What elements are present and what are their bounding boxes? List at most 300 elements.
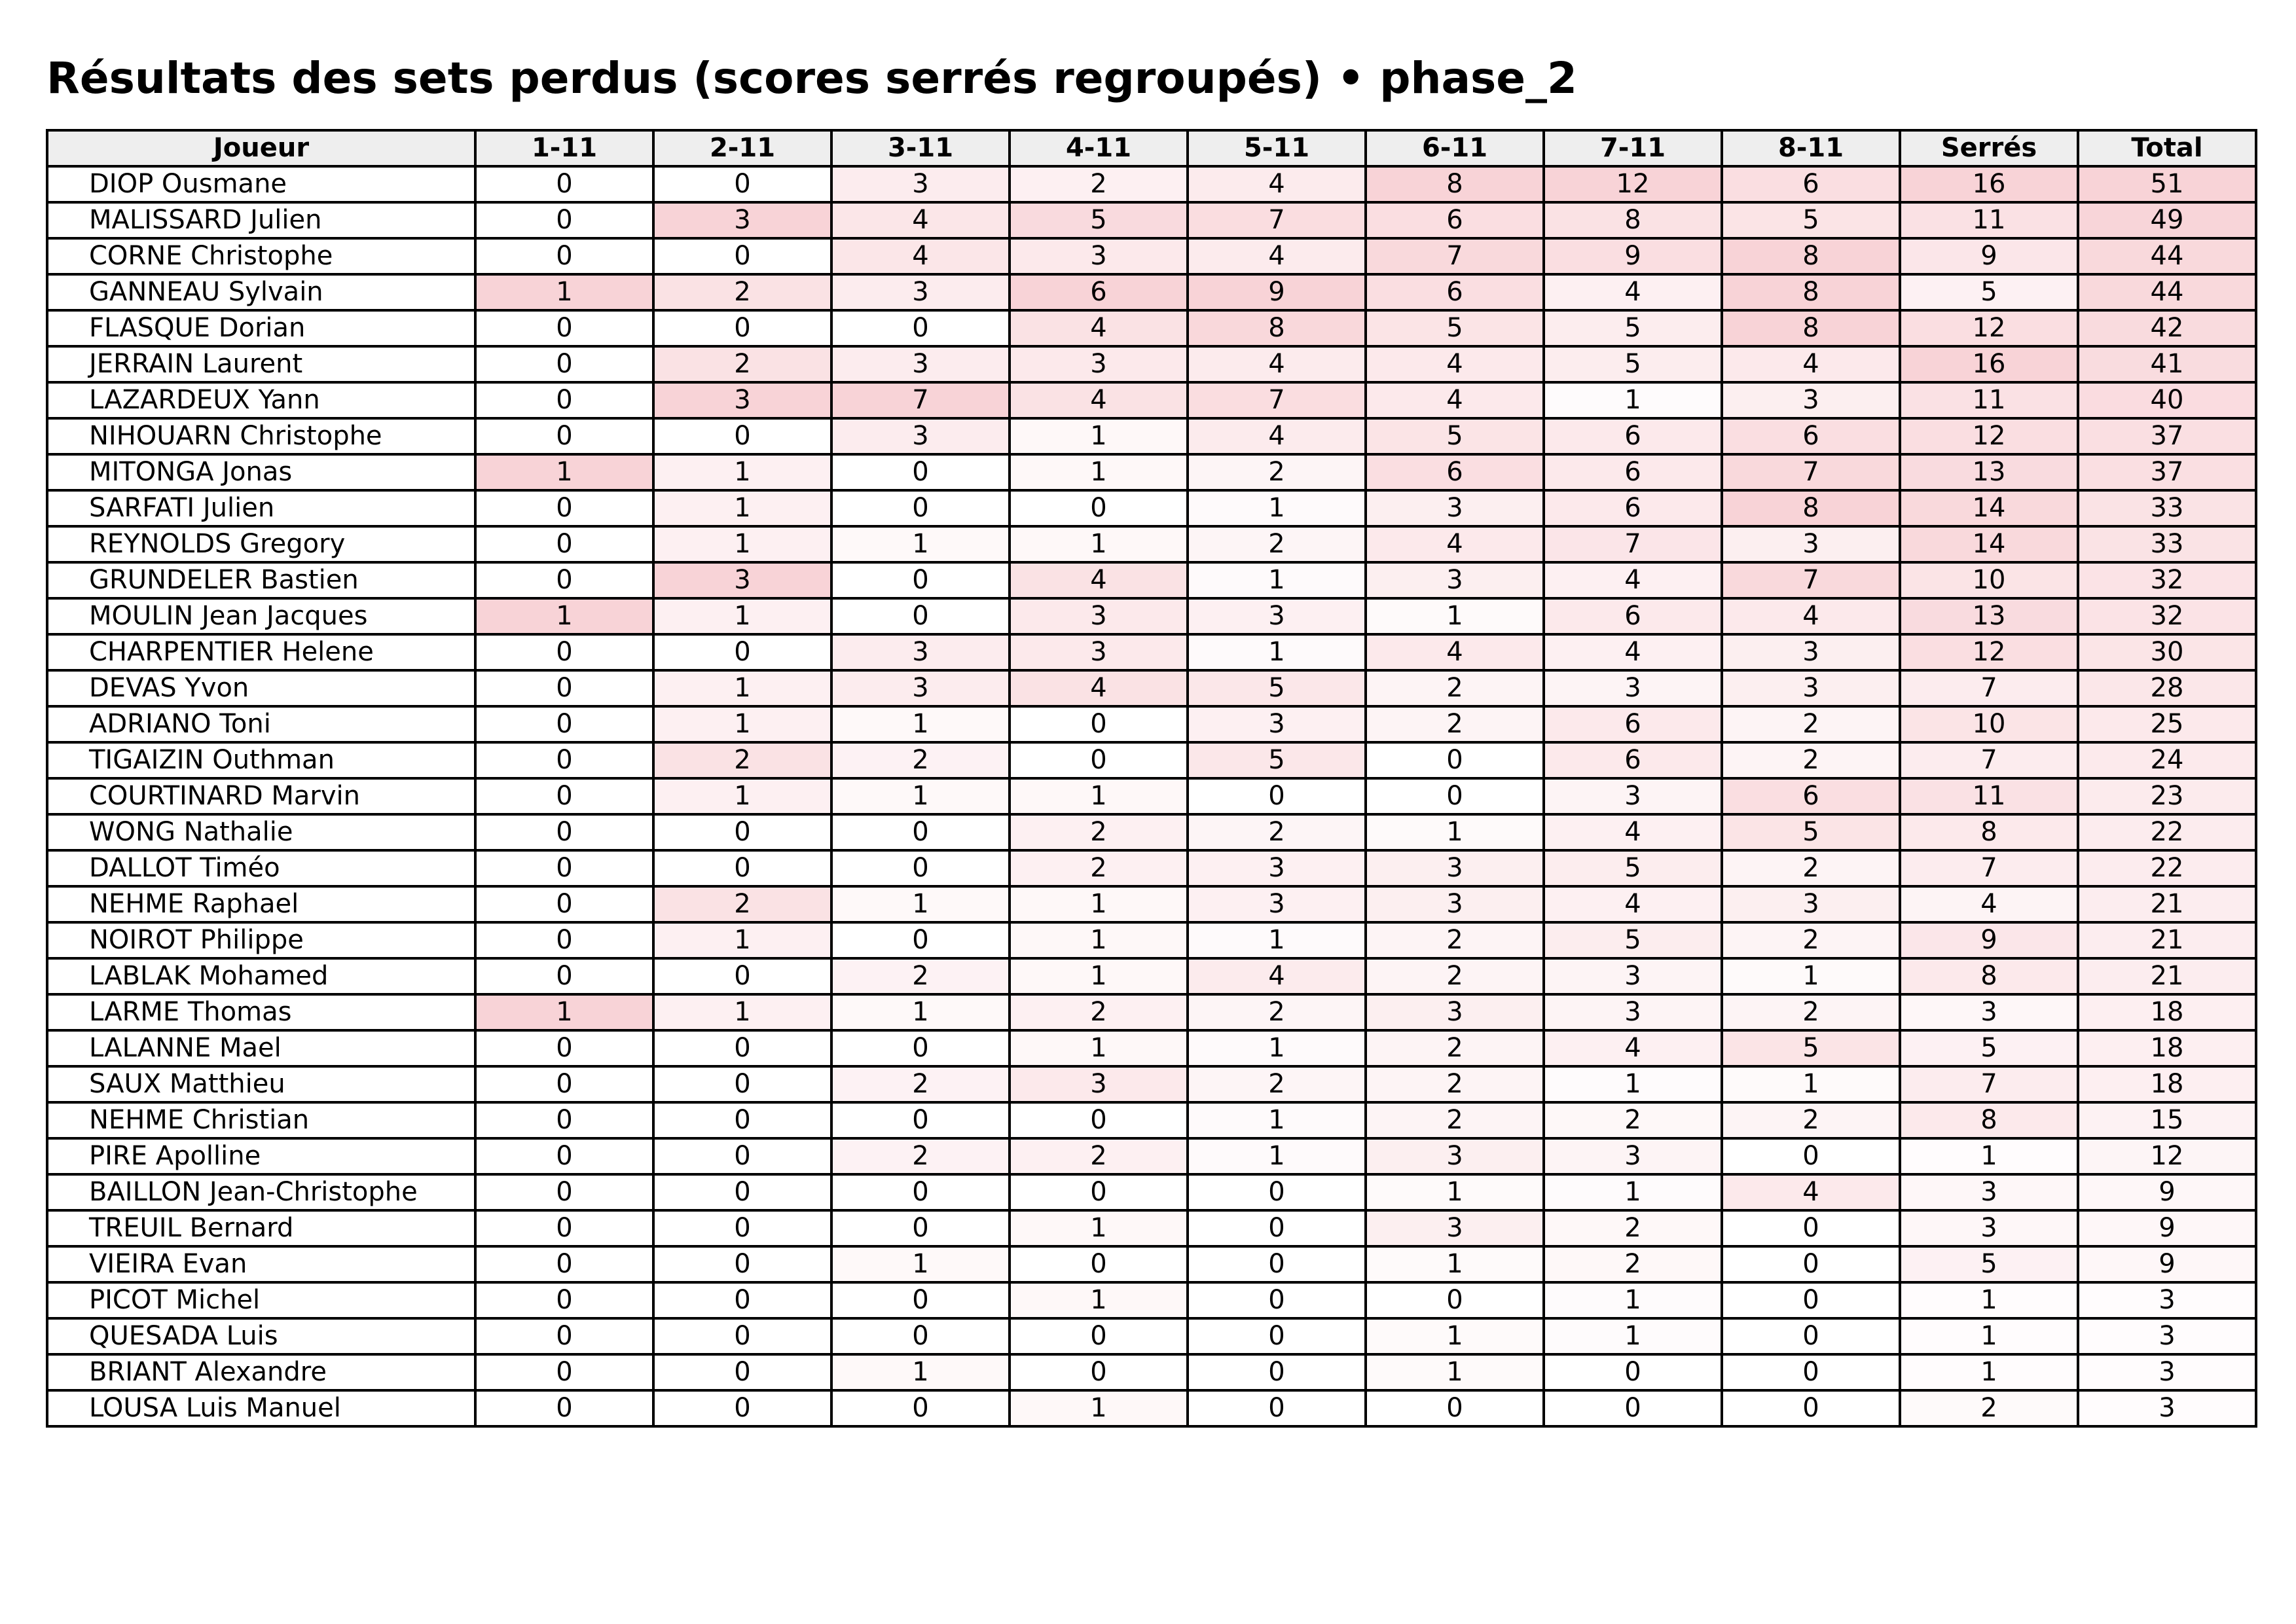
score-cell: 0 — [653, 1102, 831, 1138]
score-cell: 5 — [1900, 1246, 2078, 1282]
table-row — [47, 1030, 2256, 1066]
score-cell: 3 — [653, 382, 831, 418]
score-cell: 0 — [475, 670, 653, 706]
column-header: Serrés — [1900, 130, 2078, 166]
score-cell: 5 — [1010, 202, 1188, 238]
score-cell: 0 — [1366, 778, 1544, 814]
score-cell: 7 — [1722, 454, 1900, 490]
score-cell: 0 — [653, 1174, 831, 1210]
score-cell: 2 — [1188, 526, 1366, 562]
score-cell: 1 — [1544, 1318, 1722, 1354]
score-cell: 1 — [653, 454, 831, 490]
column-header: 3-11 — [831, 130, 1010, 166]
score-cell: 4 — [1188, 238, 1366, 274]
table-row — [47, 886, 2256, 922]
player-name-cell: MOULIN Jean Jacques — [47, 598, 475, 634]
table-body — [47, 166, 2256, 1426]
player-name-cell: GANNEAU Sylvain — [47, 274, 475, 310]
score-cell: 2 — [831, 742, 1010, 778]
score-cell: 0 — [653, 166, 831, 202]
score-cell: 5 — [1722, 814, 1900, 850]
score-cell: 0 — [653, 634, 831, 670]
score-cell: 0 — [1188, 1174, 1366, 1210]
total-cell: 23 — [2078, 778, 2256, 814]
score-cell: 2 — [1010, 994, 1188, 1030]
table-row — [47, 202, 2256, 238]
score-cell: 1 — [1544, 1282, 1722, 1318]
total-cell: 21 — [2078, 958, 2256, 994]
score-cell: 4 — [1544, 1030, 1722, 1066]
score-cell: 0 — [1544, 1354, 1722, 1390]
score-cell: 7 — [1188, 202, 1366, 238]
score-cell: 0 — [475, 310, 653, 346]
score-cell: 2 — [1366, 706, 1544, 742]
total-cell: 44 — [2078, 274, 2256, 310]
player-name-cell: REYNOLDS Gregory — [47, 526, 475, 562]
score-cell: 3 — [1010, 238, 1188, 274]
score-cell: 12 — [1544, 166, 1722, 202]
score-cell: 9 — [1544, 238, 1722, 274]
score-cell: 0 — [1188, 1390, 1366, 1426]
table-row — [47, 1138, 2256, 1174]
table-row — [47, 1354, 2256, 1390]
score-cell: 1 — [1010, 1030, 1188, 1066]
player-name-cell: DALLOT Timéo — [47, 850, 475, 886]
score-cell: 2 — [653, 346, 831, 382]
score-cell: 1 — [1010, 418, 1188, 454]
score-cell: 0 — [475, 490, 653, 526]
score-cell: 7 — [1366, 238, 1544, 274]
total-cell: 22 — [2078, 850, 2256, 886]
score-cell: 0 — [1722, 1354, 1900, 1390]
score-cell: 1 — [1010, 1282, 1188, 1318]
score-cell: 0 — [653, 1354, 831, 1390]
score-cell: 1 — [1188, 1138, 1366, 1174]
score-cell: 8 — [1188, 310, 1366, 346]
score-cell: 1 — [831, 994, 1010, 1030]
score-cell: 4 — [1188, 166, 1366, 202]
table-row — [47, 670, 2256, 706]
score-cell: 2 — [1010, 850, 1188, 886]
table-row — [47, 1282, 2256, 1318]
score-cell: 1 — [1544, 382, 1722, 418]
total-cell: 3 — [2078, 1282, 2256, 1318]
score-cell: 0 — [831, 598, 1010, 634]
score-cell: 3 — [1900, 1174, 2078, 1210]
total-cell: 49 — [2078, 202, 2256, 238]
score-cell: 5 — [1366, 418, 1544, 454]
score-cell: 5 — [1900, 1030, 2078, 1066]
score-cell: 0 — [475, 1354, 653, 1390]
score-cell: 0 — [1544, 1390, 1722, 1426]
score-cell: 0 — [475, 634, 653, 670]
score-cell: 5 — [1188, 670, 1366, 706]
score-cell: 3 — [1900, 1210, 2078, 1246]
score-cell: 1 — [1722, 1066, 1900, 1102]
player-name-cell: COURTINARD Marvin — [47, 778, 475, 814]
player-name-cell: JERRAIN Laurent — [47, 346, 475, 382]
score-cell: 0 — [831, 1282, 1010, 1318]
score-cell: 1 — [1544, 1066, 1722, 1102]
score-cell: 16 — [1900, 346, 2078, 382]
score-cell: 0 — [653, 1246, 831, 1282]
score-cell: 3 — [1544, 994, 1722, 1030]
score-cell: 0 — [653, 958, 831, 994]
score-cell: 2 — [1188, 1066, 1366, 1102]
score-cell: 0 — [475, 526, 653, 562]
score-cell: 13 — [1900, 454, 2078, 490]
score-cell: 0 — [475, 166, 653, 202]
total-cell: 3 — [2078, 1354, 2256, 1390]
score-cell: 3 — [831, 634, 1010, 670]
player-name-cell: LAZARDEUX Yann — [47, 382, 475, 418]
score-cell: 7 — [1188, 382, 1366, 418]
score-cell: 2 — [1366, 1066, 1544, 1102]
score-cell: 2 — [1366, 670, 1544, 706]
player-name-cell: SAUX Matthieu — [47, 1066, 475, 1102]
score-cell: 0 — [475, 1102, 653, 1138]
score-cell: 0 — [1188, 1282, 1366, 1318]
total-cell: 28 — [2078, 670, 2256, 706]
score-cell: 1 — [653, 598, 831, 634]
player-name-cell: DIOP Ousmane — [47, 166, 475, 202]
score-cell: 0 — [1188, 778, 1366, 814]
column-header: 1-11 — [475, 130, 653, 166]
score-cell: 1 — [831, 706, 1010, 742]
score-cell: 3 — [831, 346, 1010, 382]
score-cell: 0 — [653, 238, 831, 274]
table-row — [47, 526, 2256, 562]
score-cell: 2 — [1722, 850, 1900, 886]
total-cell: 37 — [2078, 454, 2256, 490]
score-cell: 1 — [1010, 1390, 1188, 1426]
score-cell: 3 — [831, 274, 1010, 310]
score-cell: 0 — [653, 1138, 831, 1174]
score-cell: 10 — [1900, 562, 2078, 598]
score-cell: 4 — [1188, 418, 1366, 454]
score-cell: 11 — [1900, 778, 2078, 814]
score-cell: 5 — [1544, 346, 1722, 382]
score-cell: 1 — [1366, 1174, 1544, 1210]
score-cell: 1 — [1010, 778, 1188, 814]
score-cell: 3 — [831, 166, 1010, 202]
column-header: 8-11 — [1722, 130, 1900, 166]
total-cell: 18 — [2078, 994, 2256, 1030]
score-cell: 2 — [1010, 166, 1188, 202]
score-cell: 16 — [1900, 166, 2078, 202]
player-name-cell: TREUIL Bernard — [47, 1210, 475, 1246]
player-name-cell: NEHME Raphael — [47, 886, 475, 922]
table-row — [47, 706, 2256, 742]
table-row — [47, 490, 2256, 526]
player-name-cell: LARME Thomas — [47, 994, 475, 1030]
score-cell: 4 — [1722, 598, 1900, 634]
player-name-cell: PICOT Michel — [47, 1282, 475, 1318]
score-cell: 1 — [475, 274, 653, 310]
score-cell: 2 — [1722, 922, 1900, 958]
score-cell: 0 — [1722, 1210, 1900, 1246]
score-cell: 1 — [1900, 1138, 2078, 1174]
score-cell: 2 — [1544, 1102, 1722, 1138]
score-cell: 12 — [1900, 634, 2078, 670]
score-cell: 5 — [1544, 850, 1722, 886]
table-row — [47, 742, 2256, 778]
score-cell: 4 — [1188, 958, 1366, 994]
score-cell: 6 — [1544, 490, 1722, 526]
score-cell: 1 — [1010, 454, 1188, 490]
score-cell: 3 — [1188, 706, 1366, 742]
score-cell: 2 — [653, 886, 831, 922]
score-cell: 1 — [1366, 1354, 1544, 1390]
column-header: 4-11 — [1010, 130, 1188, 166]
score-cell: 0 — [1188, 1354, 1366, 1390]
total-cell: 3 — [2078, 1390, 2256, 1426]
score-cell: 0 — [653, 1390, 831, 1426]
score-cell: 0 — [653, 1282, 831, 1318]
table-row — [47, 454, 2256, 490]
score-cell: 0 — [1188, 1246, 1366, 1282]
score-cell: 0 — [653, 1066, 831, 1102]
score-cell: 0 — [475, 238, 653, 274]
score-cell: 0 — [475, 1282, 653, 1318]
score-cell: 1 — [653, 526, 831, 562]
score-cell: 1 — [831, 1246, 1010, 1282]
score-cell: 2 — [1188, 994, 1366, 1030]
score-cell: 0 — [475, 1246, 653, 1282]
score-cell: 12 — [1900, 310, 2078, 346]
player-name-cell: WONG Nathalie — [47, 814, 475, 850]
score-cell: 2 — [653, 274, 831, 310]
score-cell: 0 — [475, 742, 653, 778]
score-cell: 0 — [475, 958, 653, 994]
score-cell: 0 — [475, 1066, 653, 1102]
total-cell: 40 — [2078, 382, 2256, 418]
score-cell: 3 — [1366, 1210, 1544, 1246]
score-cell: 8 — [1900, 958, 2078, 994]
player-name-cell: DEVAS Yvon — [47, 670, 475, 706]
score-cell: 3 — [1366, 850, 1544, 886]
score-cell: 5 — [1722, 202, 1900, 238]
score-cell: 0 — [653, 1318, 831, 1354]
table-row — [47, 1318, 2256, 1354]
total-cell: 30 — [2078, 634, 2256, 670]
player-name-cell: NOIROT Philippe — [47, 922, 475, 958]
score-cell: 3 — [653, 562, 831, 598]
score-cell: 0 — [831, 562, 1010, 598]
score-cell: 2 — [1544, 1246, 1722, 1282]
score-cell: 2 — [1722, 994, 1900, 1030]
score-cell: 8 — [1722, 310, 1900, 346]
score-cell: 2 — [1366, 1030, 1544, 1066]
total-cell: 12 — [2078, 1138, 2256, 1174]
score-cell: 1 — [653, 922, 831, 958]
score-cell: 1 — [1722, 958, 1900, 994]
player-name-cell: VIEIRA Evan — [47, 1246, 475, 1282]
score-cell: 4 — [1722, 346, 1900, 382]
player-name-cell: CORNE Christophe — [47, 238, 475, 274]
score-cell: 1 — [1010, 526, 1188, 562]
score-cell: 3 — [653, 202, 831, 238]
player-name-cell: LABLAK Mohamed — [47, 958, 475, 994]
score-cell: 1 — [1010, 958, 1188, 994]
score-cell: 4 — [1010, 310, 1188, 346]
score-cell: 6 — [1366, 454, 1544, 490]
total-cell: 21 — [2078, 922, 2256, 958]
score-cell: 8 — [1900, 814, 2078, 850]
score-cell: 3 — [1544, 778, 1722, 814]
score-cell: 2 — [831, 1138, 1010, 1174]
score-cell: 3 — [1188, 850, 1366, 886]
score-cell: 1 — [653, 670, 831, 706]
player-name-cell: LOUSA Luis Manuel — [47, 1390, 475, 1426]
score-cell: 3 — [831, 418, 1010, 454]
score-cell: 2 — [831, 958, 1010, 994]
score-cell: 2 — [1188, 454, 1366, 490]
table-row — [47, 814, 2256, 850]
score-cell: 1 — [1188, 1030, 1366, 1066]
score-cell: 2 — [1722, 1102, 1900, 1138]
player-name-cell: BAILLON Jean-Christophe — [47, 1174, 475, 1210]
table-row — [47, 310, 2256, 346]
score-cell: 0 — [653, 418, 831, 454]
score-cell: 0 — [475, 886, 653, 922]
score-cell: 3 — [1366, 562, 1544, 598]
score-cell: 7 — [1722, 562, 1900, 598]
score-cell: 2 — [831, 1066, 1010, 1102]
score-cell: 3 — [1366, 490, 1544, 526]
total-cell: 18 — [2078, 1030, 2256, 1066]
score-cell: 3 — [1544, 958, 1722, 994]
score-cell: 12 — [1900, 418, 2078, 454]
score-cell: 14 — [1900, 526, 2078, 562]
score-cell: 0 — [1010, 1354, 1188, 1390]
score-cell: 3 — [1544, 670, 1722, 706]
score-cell: 2 — [1366, 958, 1544, 994]
score-cell: 0 — [831, 1390, 1010, 1426]
total-cell: 33 — [2078, 526, 2256, 562]
score-cell: 5 — [1366, 310, 1544, 346]
player-name-cell: QUESADA Luis — [47, 1318, 475, 1354]
score-cell: 1 — [1900, 1318, 2078, 1354]
total-cell: 37 — [2078, 418, 2256, 454]
table-row — [47, 850, 2256, 886]
player-name-cell: FLASQUE Dorian — [47, 310, 475, 346]
score-cell: 0 — [1188, 1210, 1366, 1246]
column-header: 5-11 — [1188, 130, 1366, 166]
score-cell: 0 — [1722, 1246, 1900, 1282]
score-cell: 0 — [1010, 1318, 1188, 1354]
score-cell: 0 — [1010, 706, 1188, 742]
score-cell: 4 — [1010, 670, 1188, 706]
score-cell: 6 — [1722, 778, 1900, 814]
score-cell: 1 — [1900, 1354, 2078, 1390]
table-row — [47, 994, 2256, 1030]
score-cell: 5 — [1544, 922, 1722, 958]
score-cell: 0 — [831, 1102, 1010, 1138]
score-cell: 4 — [1010, 382, 1188, 418]
total-cell: 9 — [2078, 1246, 2256, 1282]
score-cell: 0 — [475, 562, 653, 598]
table-row — [47, 274, 2256, 310]
total-cell: 9 — [2078, 1174, 2256, 1210]
score-cell: 8 — [1900, 1102, 2078, 1138]
score-cell: 0 — [475, 202, 653, 238]
score-cell: 1 — [1366, 1318, 1544, 1354]
score-cell: 4 — [1544, 814, 1722, 850]
score-cell: 2 — [1188, 814, 1366, 850]
score-cell: 0 — [831, 814, 1010, 850]
score-cell: 1 — [1188, 1102, 1366, 1138]
score-cell: 1 — [1188, 562, 1366, 598]
score-cell: 0 — [831, 1318, 1010, 1354]
score-cell: 1 — [1010, 886, 1188, 922]
score-cell: 0 — [475, 778, 653, 814]
score-cell: 7 — [831, 382, 1010, 418]
score-cell: 1 — [1188, 634, 1366, 670]
score-cell: 0 — [475, 850, 653, 886]
table-row — [47, 598, 2256, 634]
score-cell: 2 — [1900, 1390, 2078, 1426]
score-cell: 4 — [1366, 346, 1544, 382]
total-cell: 42 — [2078, 310, 2256, 346]
score-cell: 0 — [475, 1390, 653, 1426]
score-cell: 5 — [1900, 274, 2078, 310]
score-cell: 9 — [1188, 274, 1366, 310]
score-cell: 4 — [1010, 562, 1188, 598]
score-cell: 0 — [1010, 742, 1188, 778]
score-cell: 7 — [1900, 670, 2078, 706]
score-cell: 7 — [1544, 526, 1722, 562]
table-row — [47, 238, 2256, 274]
score-cell: 0 — [1722, 1318, 1900, 1354]
total-cell: 18 — [2078, 1066, 2256, 1102]
score-cell: 0 — [475, 1138, 653, 1174]
total-cell: 32 — [2078, 598, 2256, 634]
table-row — [47, 1174, 2256, 1210]
score-cell: 2 — [653, 742, 831, 778]
score-cell: 0 — [475, 1318, 653, 1354]
score-cell: 2 — [1010, 1138, 1188, 1174]
score-cell: 0 — [475, 346, 653, 382]
table-row — [47, 1066, 2256, 1102]
score-cell: 6 — [1544, 742, 1722, 778]
total-cell: 24 — [2078, 742, 2256, 778]
score-cell: 0 — [475, 814, 653, 850]
score-cell: 3 — [1544, 1138, 1722, 1174]
score-cell: 1 — [831, 778, 1010, 814]
score-cell: 1 — [1010, 922, 1188, 958]
table-row — [47, 1102, 2256, 1138]
score-cell: 1 — [1010, 1210, 1188, 1246]
score-cell: 6 — [1010, 274, 1188, 310]
column-header: 2-11 — [653, 130, 831, 166]
score-cell: 0 — [475, 1210, 653, 1246]
score-cell: 2 — [1366, 1102, 1544, 1138]
table-row — [47, 346, 2256, 382]
total-cell: 9 — [2078, 1210, 2256, 1246]
score-cell: 1 — [475, 994, 653, 1030]
score-cell: 0 — [831, 454, 1010, 490]
table-row — [47, 778, 2256, 814]
score-cell: 0 — [653, 1030, 831, 1066]
player-name-cell: TIGAIZIN Outhman — [47, 742, 475, 778]
total-cell: 22 — [2078, 814, 2256, 850]
score-cell: 0 — [475, 706, 653, 742]
score-cell: 2 — [1722, 742, 1900, 778]
score-cell: 0 — [831, 490, 1010, 526]
score-cell: 8 — [1544, 202, 1722, 238]
score-cell: 1 — [1188, 490, 1366, 526]
